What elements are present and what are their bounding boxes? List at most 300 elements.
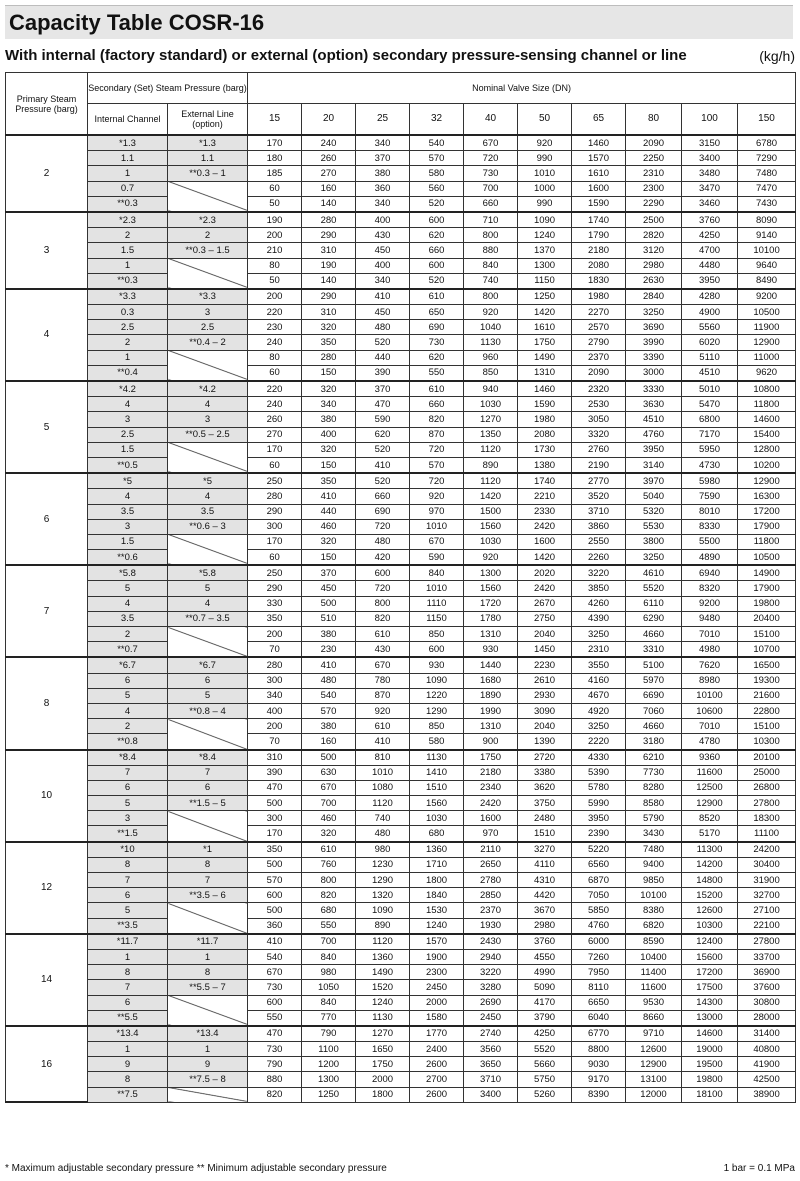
capacity-value-cell: 4110 bbox=[518, 857, 572, 872]
capacity-value-cell: 50 bbox=[248, 273, 302, 289]
capacity-value-cell: 3670 bbox=[518, 903, 572, 918]
external-line-cell: **0.4 – 2 bbox=[168, 335, 248, 350]
capacity-value-cell: 3430 bbox=[626, 826, 682, 842]
capacity-value-cell: 6040 bbox=[572, 1010, 626, 1026]
capacity-value-cell: 600 bbox=[248, 888, 302, 903]
internal-channel-cell: *5 bbox=[88, 473, 168, 489]
capacity-value-cell: 5750 bbox=[518, 1072, 572, 1087]
capacity-value-cell: 510 bbox=[302, 611, 356, 626]
capacity-value-cell: 11000 bbox=[738, 350, 796, 365]
table-row bbox=[6, 427, 796, 442]
unit-label: (kg/h) bbox=[759, 48, 795, 64]
internal-channel-cell: 3 bbox=[88, 811, 168, 826]
capacity-value-cell: 1110 bbox=[410, 596, 464, 611]
capacity-value-cell: 80 bbox=[248, 258, 302, 273]
capacity-value-cell: 6110 bbox=[626, 596, 682, 611]
capacity-value-cell: 1010 bbox=[410, 519, 464, 534]
capacity-value-cell: 4670 bbox=[572, 688, 626, 703]
capacity-value-cell: 3970 bbox=[626, 473, 682, 489]
internal-channel-cell: 4 bbox=[88, 489, 168, 504]
capacity-value-cell: 14300 bbox=[682, 995, 738, 1010]
capacity-value-cell: 1270 bbox=[356, 1026, 410, 1042]
external-line-cell: 4 bbox=[168, 596, 248, 611]
capacity-value-cell: 7480 bbox=[738, 166, 796, 181]
capacity-value-cell: 770 bbox=[302, 1010, 356, 1026]
external-line-cell: **3.5 – 6 bbox=[168, 888, 248, 903]
table-row bbox=[6, 842, 796, 858]
capacity-value-cell: 1610 bbox=[572, 166, 626, 181]
capacity-value-cell: 170 bbox=[248, 826, 302, 842]
internal-channel-cell: 7 bbox=[88, 873, 168, 888]
not-applicable-diagonal-cell bbox=[168, 627, 248, 658]
header-primary-pressure: Primary Steam Pressure (barg) bbox=[6, 73, 88, 136]
capacity-value-cell: 270 bbox=[302, 166, 356, 181]
internal-channel-cell: *8.4 bbox=[88, 750, 168, 766]
external-line-cell: 3.5 bbox=[168, 504, 248, 519]
capacity-value-cell: 1990 bbox=[464, 703, 518, 718]
capacity-value-cell: 920 bbox=[464, 305, 518, 320]
capacity-value-cell: 660 bbox=[410, 243, 464, 258]
external-line-cell: 8 bbox=[168, 857, 248, 872]
internal-channel-cell: *4.2 bbox=[88, 381, 168, 397]
capacity-value-cell: 7730 bbox=[626, 765, 682, 780]
capacity-value-cell: 8520 bbox=[682, 811, 738, 826]
capacity-value-cell: 1520 bbox=[356, 980, 410, 995]
capacity-value-cell: 10100 bbox=[626, 888, 682, 903]
capacity-value-cell: 38900 bbox=[738, 1087, 796, 1102]
capacity-value-cell: 940 bbox=[464, 381, 518, 397]
capacity-value-cell: 720 bbox=[356, 519, 410, 534]
table-row bbox=[6, 995, 796, 1010]
table-row bbox=[6, 1087, 796, 1102]
table-row bbox=[6, 965, 796, 980]
capacity-value-cell: 24200 bbox=[738, 842, 796, 858]
capacity-value-cell: 1770 bbox=[410, 1026, 464, 1042]
internal-channel-cell: *1.3 bbox=[88, 135, 168, 151]
capacity-value-cell: 460 bbox=[302, 519, 356, 534]
capacity-value-cell: 1980 bbox=[518, 412, 572, 427]
capacity-value-cell: 1500 bbox=[464, 504, 518, 519]
capacity-value-cell: 10100 bbox=[682, 688, 738, 703]
capacity-value-cell: 800 bbox=[302, 873, 356, 888]
capacity-value-cell: 1750 bbox=[356, 1057, 410, 1072]
capacity-value-cell: 1150 bbox=[518, 273, 572, 289]
external-line-cell: 5 bbox=[168, 581, 248, 596]
capacity-value-cell: 2700 bbox=[410, 1072, 464, 1087]
capacity-value-cell: 2400 bbox=[410, 1042, 464, 1057]
capacity-value-cell: 17900 bbox=[738, 581, 796, 596]
capacity-value-cell: 1010 bbox=[518, 166, 572, 181]
internal-channel-cell: 9 bbox=[88, 1057, 168, 1072]
internal-channel-cell: 1 bbox=[88, 949, 168, 964]
capacity-value-cell: 11600 bbox=[682, 765, 738, 780]
capacity-value-cell: 3520 bbox=[572, 489, 626, 504]
capacity-value-cell: 5110 bbox=[682, 350, 738, 365]
capacity-value-cell: 8390 bbox=[572, 1087, 626, 1102]
external-line-cell: **1.5 – 5 bbox=[168, 796, 248, 811]
capacity-value-cell: 10400 bbox=[626, 949, 682, 964]
external-line-cell: 8 bbox=[168, 965, 248, 980]
capacity-value-cell: 600 bbox=[410, 642, 464, 658]
capacity-value-cell: 18100 bbox=[682, 1087, 738, 1102]
capacity-value-cell: 14800 bbox=[682, 873, 738, 888]
table-row bbox=[6, 365, 796, 381]
capacity-value-cell: 2310 bbox=[572, 642, 626, 658]
external-line-cell: 3 bbox=[168, 412, 248, 427]
capacity-value-cell: 370 bbox=[356, 151, 410, 166]
capacity-value-cell: 2780 bbox=[464, 873, 518, 888]
external-line-cell: 6 bbox=[168, 673, 248, 688]
capacity-value-cell: 410 bbox=[302, 657, 356, 673]
internal-channel-cell: 3.5 bbox=[88, 611, 168, 626]
table-row bbox=[6, 596, 796, 611]
capacity-value-cell: 3310 bbox=[626, 642, 682, 658]
capacity-value-cell: 15100 bbox=[738, 627, 796, 642]
capacity-value-cell: 9530 bbox=[626, 995, 682, 1010]
capacity-value-cell: 16300 bbox=[738, 489, 796, 504]
table-row bbox=[6, 581, 796, 596]
capacity-value-cell: 3380 bbox=[518, 765, 572, 780]
capacity-value-cell: 5520 bbox=[626, 581, 682, 596]
capacity-value-cell: 170 bbox=[248, 442, 302, 457]
primary-pressure-cell: 8 bbox=[6, 657, 88, 749]
capacity-value-cell: 2770 bbox=[572, 473, 626, 489]
internal-channel-cell: **0.3 bbox=[88, 196, 168, 212]
capacity-value-cell: 3950 bbox=[682, 273, 738, 289]
external-line-cell: *4.2 bbox=[168, 381, 248, 397]
capacity-value-cell: 7170 bbox=[682, 427, 738, 442]
capacity-value-cell: 3250 bbox=[626, 305, 682, 320]
capacity-value-cell: 1300 bbox=[518, 258, 572, 273]
capacity-value-cell: 11800 bbox=[738, 534, 796, 549]
capacity-value-cell: 26800 bbox=[738, 780, 796, 795]
capacity-value-cell: 280 bbox=[248, 489, 302, 504]
capacity-value-cell: 42500 bbox=[738, 1072, 796, 1087]
capacity-value-cell: 150 bbox=[302, 365, 356, 381]
capacity-value-cell: 3630 bbox=[626, 397, 682, 412]
not-applicable-diagonal-cell bbox=[168, 903, 248, 934]
capacity-value-cell: 1010 bbox=[356, 765, 410, 780]
capacity-value-cell: 300 bbox=[248, 519, 302, 534]
capacity-value-cell: 570 bbox=[410, 151, 464, 166]
capacity-value-cell: 670 bbox=[356, 657, 410, 673]
capacity-value-cell: 1120 bbox=[464, 473, 518, 489]
capacity-value-cell: 9620 bbox=[738, 365, 796, 381]
capacity-value-cell: 1570 bbox=[572, 151, 626, 166]
capacity-value-cell: 500 bbox=[248, 857, 302, 872]
capacity-value-cell: 10600 bbox=[682, 703, 738, 718]
capacity-value-cell: 5470 bbox=[682, 397, 738, 412]
capacity-value-cell: 190 bbox=[302, 258, 356, 273]
capacity-value-cell: 560 bbox=[410, 181, 464, 196]
capacity-value-cell: 970 bbox=[464, 826, 518, 842]
capacity-value-cell: 1510 bbox=[410, 780, 464, 795]
capacity-value-cell: 12800 bbox=[738, 442, 796, 457]
capacity-value-cell: 6020 bbox=[682, 335, 738, 350]
internal-channel-cell: **3.5 bbox=[88, 918, 168, 934]
capacity-value-cell: 610 bbox=[356, 719, 410, 734]
capacity-value-cell: 840 bbox=[464, 258, 518, 273]
capacity-table bbox=[5, 72, 796, 1103]
table-row bbox=[6, 826, 796, 842]
capacity-value-cell: 990 bbox=[518, 196, 572, 212]
capacity-value-cell: 6940 bbox=[682, 565, 738, 581]
capacity-value-cell: 450 bbox=[302, 581, 356, 596]
capacity-value-cell: 150 bbox=[302, 457, 356, 473]
capacity-value-cell: 5660 bbox=[518, 1057, 572, 1072]
internal-channel-cell: 8 bbox=[88, 965, 168, 980]
capacity-value-cell: 8380 bbox=[626, 903, 682, 918]
internal-channel-cell: 5 bbox=[88, 688, 168, 703]
capacity-value-cell: 2940 bbox=[464, 949, 518, 964]
capacity-value-cell: 2190 bbox=[572, 457, 626, 473]
capacity-value-cell: 380 bbox=[302, 627, 356, 642]
capacity-value-cell: 2080 bbox=[518, 427, 572, 442]
external-line-cell: 7 bbox=[168, 873, 248, 888]
header-internal-channel: Internal Channel bbox=[88, 104, 168, 136]
capacity-value-cell: 2310 bbox=[626, 166, 682, 181]
capacity-value-cell: 230 bbox=[302, 642, 356, 658]
capacity-value-cell: 1650 bbox=[356, 1042, 410, 1057]
external-line-cell: 4 bbox=[168, 397, 248, 412]
header-size-dn40: 40 bbox=[464, 104, 518, 136]
internal-channel-cell: **0.5 bbox=[88, 457, 168, 473]
capacity-value-cell: 5990 bbox=[572, 796, 626, 811]
capacity-value-cell: 5010 bbox=[682, 381, 738, 397]
table-row bbox=[6, 719, 796, 734]
primary-pressure-cell: 16 bbox=[6, 1026, 88, 1102]
capacity-value-cell: 1740 bbox=[518, 473, 572, 489]
internal-channel-cell: 4 bbox=[88, 596, 168, 611]
capacity-value-cell: 3460 bbox=[682, 196, 738, 212]
external-line-cell: 5 bbox=[168, 688, 248, 703]
capacity-value-cell: 15200 bbox=[682, 888, 738, 903]
table-row bbox=[6, 1057, 796, 1072]
capacity-value-cell: 2930 bbox=[518, 688, 572, 703]
capacity-value-cell: 1530 bbox=[410, 903, 464, 918]
capacity-value-cell: 15600 bbox=[682, 949, 738, 964]
capacity-value-cell: 990 bbox=[518, 151, 572, 166]
header-size-dn50: 50 bbox=[518, 104, 572, 136]
capacity-value-cell: 1050 bbox=[302, 980, 356, 995]
table-row bbox=[6, 1072, 796, 1087]
table-row bbox=[6, 673, 796, 688]
capacity-value-cell: 580 bbox=[410, 734, 464, 750]
capacity-value-cell: 3620 bbox=[518, 780, 572, 795]
capacity-value-cell: 1560 bbox=[464, 519, 518, 534]
capacity-value-cell: 3250 bbox=[572, 627, 626, 642]
capacity-value-cell: 420 bbox=[356, 550, 410, 566]
capacity-value-cell: 6560 bbox=[572, 857, 626, 872]
capacity-value-cell: 1590 bbox=[572, 196, 626, 212]
capacity-value-cell: 230 bbox=[248, 320, 302, 335]
capacity-value-cell: 340 bbox=[248, 688, 302, 703]
table-row bbox=[6, 289, 796, 305]
capacity-value-cell: 320 bbox=[302, 320, 356, 335]
capacity-value-cell: 350 bbox=[302, 335, 356, 350]
capacity-value-cell: 1360 bbox=[356, 949, 410, 964]
capacity-value-cell: 140 bbox=[302, 273, 356, 289]
capacity-value-cell: 870 bbox=[356, 688, 410, 703]
capacity-value-cell: 7620 bbox=[682, 657, 738, 673]
capacity-value-cell: 730 bbox=[248, 1042, 302, 1057]
capacity-value-cell: 320 bbox=[302, 381, 356, 397]
table-row bbox=[6, 320, 796, 335]
footer bbox=[5, 1163, 795, 1175]
capacity-value-cell: 4160 bbox=[572, 673, 626, 688]
capacity-value-cell: 800 bbox=[356, 596, 410, 611]
capacity-value-cell: 4980 bbox=[682, 642, 738, 658]
capacity-value-cell: 19300 bbox=[738, 673, 796, 688]
capacity-value-cell: 2000 bbox=[410, 995, 464, 1010]
capacity-value-cell: 280 bbox=[248, 657, 302, 673]
capacity-value-cell: 670 bbox=[410, 534, 464, 549]
primary-pressure-cell: 10 bbox=[6, 750, 88, 842]
capacity-value-cell: 440 bbox=[356, 350, 410, 365]
capacity-value-cell: 2610 bbox=[518, 673, 572, 688]
capacity-value-cell: 2420 bbox=[464, 796, 518, 811]
internal-channel-cell: 1.5 bbox=[88, 534, 168, 549]
capacity-value-cell: 720 bbox=[356, 581, 410, 596]
internal-channel-cell: 6 bbox=[88, 673, 168, 688]
internal-channel-cell: **0.8 bbox=[88, 734, 168, 750]
internal-channel-cell: 5 bbox=[88, 903, 168, 918]
capacity-value-cell: 6770 bbox=[572, 1026, 626, 1042]
capacity-value-cell: 220 bbox=[248, 305, 302, 320]
header-size-dn65: 65 bbox=[572, 104, 626, 136]
capacity-value-cell: 520 bbox=[410, 273, 464, 289]
capacity-value-cell: 5500 bbox=[682, 534, 738, 549]
internal-channel-cell: **0.6 bbox=[88, 550, 168, 566]
capacity-value-cell: 680 bbox=[302, 903, 356, 918]
capacity-value-cell: 11300 bbox=[682, 842, 738, 858]
capacity-value-cell: 520 bbox=[356, 442, 410, 457]
capacity-value-cell: 380 bbox=[302, 412, 356, 427]
capacity-value-cell: 9360 bbox=[682, 750, 738, 766]
capacity-value-cell: 140 bbox=[302, 196, 356, 212]
capacity-value-cell: 220 bbox=[248, 381, 302, 397]
internal-channel-cell: 0.7 bbox=[88, 181, 168, 196]
capacity-value-cell: 2980 bbox=[626, 258, 682, 273]
capacity-value-cell: 3800 bbox=[626, 534, 682, 549]
capacity-value-cell: 3990 bbox=[626, 335, 682, 350]
capacity-value-cell: 12500 bbox=[682, 780, 738, 795]
capacity-value-cell: 720 bbox=[410, 442, 464, 457]
capacity-value-cell: 2080 bbox=[572, 258, 626, 273]
capacity-value-cell: 1120 bbox=[356, 934, 410, 950]
table-row bbox=[6, 166, 796, 181]
capacity-value-cell: 1710 bbox=[410, 857, 464, 872]
capacity-value-cell: 3860 bbox=[572, 519, 626, 534]
subtitle-text: With internal (factory standard) or external (option) secondary pressure-sensing channel or line bbox=[5, 47, 687, 64]
internal-channel-cell: 1.1 bbox=[88, 151, 168, 166]
capacity-value-cell: 2000 bbox=[356, 1072, 410, 1087]
capacity-value-cell: 730 bbox=[410, 335, 464, 350]
capacity-value-cell: 840 bbox=[410, 565, 464, 581]
table-row bbox=[6, 857, 796, 872]
capacity-value-cell: 740 bbox=[356, 811, 410, 826]
capacity-value-cell: 4480 bbox=[682, 258, 738, 273]
table-row bbox=[6, 1010, 796, 1026]
capacity-value-cell: 800 bbox=[464, 289, 518, 305]
capacity-value-cell: 1450 bbox=[518, 642, 572, 658]
internal-channel-cell: **5.5 bbox=[88, 1010, 168, 1026]
capacity-value-cell: 1030 bbox=[464, 534, 518, 549]
capacity-value-cell: 11100 bbox=[738, 826, 796, 842]
capacity-value-cell: 1350 bbox=[464, 427, 518, 442]
table-row bbox=[6, 888, 796, 903]
capacity-value-cell: 10700 bbox=[738, 642, 796, 658]
table-row bbox=[6, 442, 796, 457]
external-line-cell: 3 bbox=[168, 305, 248, 320]
capacity-value-cell: 19500 bbox=[682, 1057, 738, 1072]
capacity-value-cell: 1290 bbox=[356, 873, 410, 888]
capacity-value-cell: 2630 bbox=[626, 273, 682, 289]
capacity-value-cell: 1510 bbox=[518, 826, 572, 842]
capacity-value-cell: 11400 bbox=[626, 965, 682, 980]
capacity-value-cell: 1680 bbox=[464, 673, 518, 688]
capacity-value-cell: 350 bbox=[248, 611, 302, 626]
capacity-value-cell: 19800 bbox=[682, 1072, 738, 1087]
not-applicable-diagonal-cell bbox=[168, 534, 248, 565]
capacity-value-cell: 4260 bbox=[572, 596, 626, 611]
capacity-value-cell: 500 bbox=[302, 596, 356, 611]
capacity-value-cell: 4760 bbox=[626, 427, 682, 442]
capacity-value-cell: 590 bbox=[410, 550, 464, 566]
capacity-value-cell: 1410 bbox=[410, 765, 464, 780]
capacity-value-cell: 9140 bbox=[738, 228, 796, 243]
capacity-value-cell: 790 bbox=[248, 1057, 302, 1072]
capacity-value-cell: 290 bbox=[302, 228, 356, 243]
header-size-dn100: 100 bbox=[682, 104, 738, 136]
capacity-value-cell: 3120 bbox=[626, 243, 682, 258]
table-row bbox=[6, 273, 796, 289]
table-row bbox=[6, 228, 796, 243]
capacity-value-cell: 9170 bbox=[572, 1072, 626, 1087]
capacity-value-cell: 1930 bbox=[464, 918, 518, 934]
capacity-value-cell: 610 bbox=[302, 842, 356, 858]
capacity-value-cell: 5970 bbox=[626, 673, 682, 688]
capacity-value-cell: 31900 bbox=[738, 873, 796, 888]
capacity-value-cell: 960 bbox=[464, 350, 518, 365]
capacity-value-cell: 820 bbox=[410, 412, 464, 427]
capacity-value-cell: 4420 bbox=[518, 888, 572, 903]
capacity-value-cell: 3330 bbox=[626, 381, 682, 397]
capacity-value-cell: 6820 bbox=[626, 918, 682, 934]
capacity-value-cell: 920 bbox=[356, 703, 410, 718]
internal-channel-cell: 1 bbox=[88, 166, 168, 181]
primary-pressure-cell: 12 bbox=[6, 842, 88, 934]
external-line-cell: *13.4 bbox=[168, 1026, 248, 1042]
internal-channel-cell: 4 bbox=[88, 397, 168, 412]
capacity-value-cell: 150 bbox=[302, 550, 356, 566]
capacity-value-cell: 40800 bbox=[738, 1042, 796, 1057]
conversion-note: 1 bar = 0.1 MPa bbox=[723, 1163, 795, 1174]
capacity-value-cell: 9710 bbox=[626, 1026, 682, 1042]
capacity-value-cell: 340 bbox=[302, 397, 356, 412]
capacity-value-cell: 970 bbox=[410, 504, 464, 519]
capacity-value-cell: 14600 bbox=[682, 1026, 738, 1042]
internal-channel-cell: **7.5 bbox=[88, 1087, 168, 1102]
capacity-value-cell: 370 bbox=[356, 381, 410, 397]
internal-channel-cell: 5 bbox=[88, 581, 168, 596]
capacity-value-cell: 1780 bbox=[464, 611, 518, 626]
capacity-value-cell: 60 bbox=[248, 365, 302, 381]
capacity-value-cell: 6800 bbox=[682, 412, 738, 427]
capacity-value-cell: 1300 bbox=[302, 1072, 356, 1087]
capacity-value-cell: 3270 bbox=[518, 842, 572, 858]
capacity-value-cell: 9850 bbox=[626, 873, 682, 888]
